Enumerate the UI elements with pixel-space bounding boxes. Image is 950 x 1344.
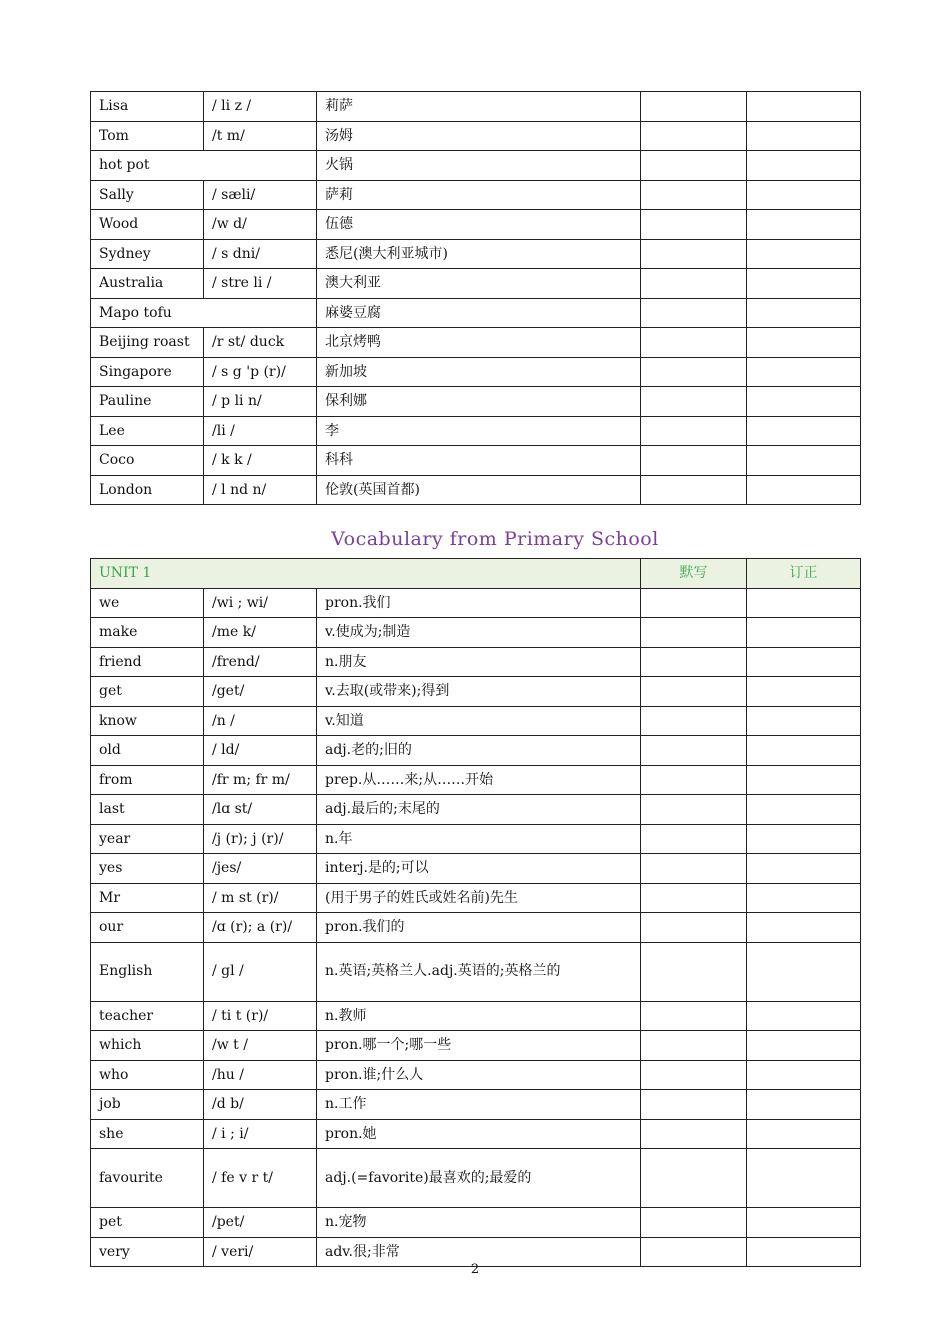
dictation-column-header: 默写 <box>641 559 747 589</box>
correction-cell <box>747 180 861 210</box>
dictation-cell <box>641 239 747 269</box>
correction-cell <box>747 210 861 240</box>
table-row <box>91 475 861 505</box>
phonetic-cell: /get/ <box>204 677 317 707</box>
meaning-cell: n.工作 <box>317 1090 641 1120</box>
meaning-cell: pron.谁;什么人 <box>317 1060 641 1090</box>
correction-cell <box>747 677 861 707</box>
dictation-cell <box>641 446 747 476</box>
dictation-cell <box>641 824 747 854</box>
table-row <box>91 1060 861 1090</box>
dictation-cell <box>641 269 747 299</box>
dictation-cell <box>641 1090 747 1120</box>
correction-column-header: 订正 <box>747 559 861 589</box>
word-cell: we <box>91 588 204 618</box>
meaning-cell: 北京烤鸭 <box>317 328 641 358</box>
phonetic-cell: /n / <box>204 706 317 736</box>
meaning-cell: 新加坡 <box>317 357 641 387</box>
phonetic-cell: /frend/ <box>204 647 317 677</box>
phonetic-cell: / l nd n/ <box>204 475 317 505</box>
meaning-cell: 保利娜 <box>317 387 641 417</box>
table-row <box>91 795 861 825</box>
phonetic-cell: / gl / <box>204 942 317 1001</box>
phonetic-cell: /w t / <box>204 1031 317 1061</box>
phonetic-cell: / p li n/ <box>204 387 317 417</box>
vocab-table-body <box>91 588 861 1267</box>
word-cell: who <box>91 1060 204 1090</box>
top-word-table <box>90 91 861 505</box>
dictation-cell <box>641 736 747 766</box>
correction-cell <box>747 765 861 795</box>
phonetic-cell: /me k/ <box>204 618 317 648</box>
phonetic-cell: / m st (r)/ <box>204 883 317 913</box>
phonetic-cell: /r st/ duck <box>204 328 317 358</box>
correction-cell <box>747 328 861 358</box>
table-row <box>91 736 861 766</box>
table-row <box>91 765 861 795</box>
word-cell: Australia <box>91 269 204 299</box>
meaning-cell: 伍德 <box>317 210 641 240</box>
meaning-cell: 悉尼(澳大利亚城市) <box>317 239 641 269</box>
word-cell: she <box>91 1119 204 1149</box>
dictation-cell <box>641 588 747 618</box>
word-cell: Mr <box>91 883 204 913</box>
correction-cell <box>747 618 861 648</box>
table-row <box>91 210 861 240</box>
dictation-cell <box>641 1208 747 1238</box>
word-cell: hot pot <box>91 151 317 181</box>
meaning-cell: interj.是的;可以 <box>317 854 641 884</box>
correction-cell <box>747 795 861 825</box>
correction-cell <box>747 1060 861 1090</box>
table-row <box>91 92 861 122</box>
word-cell: Tom <box>91 121 204 151</box>
correction-cell <box>747 446 861 476</box>
phonetic-cell: / sæli/ <box>204 180 317 210</box>
correction-cell <box>747 736 861 766</box>
word-cell: English <box>91 942 204 1001</box>
word-cell: Singapore <box>91 357 204 387</box>
meaning-cell: pron.她 <box>317 1119 641 1149</box>
dictation-cell <box>641 706 747 736</box>
phonetic-cell: /ɑ (r); a (r)/ <box>204 913 317 943</box>
phonetic-cell: /jes/ <box>204 854 317 884</box>
table-row <box>91 446 861 476</box>
table-row <box>91 1001 861 1031</box>
word-cell: Sydney <box>91 239 204 269</box>
table-row <box>91 824 861 854</box>
meaning-cell: adj.老的;旧的 <box>317 736 641 766</box>
dictation-cell <box>641 1001 747 1031</box>
phonetic-cell: /d b/ <box>204 1090 317 1120</box>
word-cell: last <box>91 795 204 825</box>
correction-cell <box>747 854 861 884</box>
vocab-table <box>90 558 861 1267</box>
table-row <box>91 618 861 648</box>
word-cell: Wood <box>91 210 204 240</box>
meaning-cell: v.去取(或带来);得到 <box>317 677 641 707</box>
correction-cell <box>747 1208 861 1238</box>
table-row <box>91 942 861 1001</box>
word-cell: favourite <box>91 1149 204 1208</box>
phonetic-cell: / k k / <box>204 446 317 476</box>
meaning-cell: pron.哪一个;哪一些 <box>317 1031 641 1061</box>
top-word-table-body <box>91 92 861 505</box>
dictation-cell <box>641 92 747 122</box>
correction-cell <box>747 239 861 269</box>
table-row <box>91 647 861 677</box>
phonetic-cell: /j (r); j (r)/ <box>204 824 317 854</box>
correction-cell <box>747 588 861 618</box>
meaning-cell: adv.很;非常 <box>317 1237 641 1267</box>
meaning-cell: 萨莉 <box>317 180 641 210</box>
word-cell: know <box>91 706 204 736</box>
table-row <box>91 1149 861 1208</box>
word-cell: get <box>91 677 204 707</box>
phonetic-cell: / ti t (r)/ <box>204 1001 317 1031</box>
phonetic-cell: / s g 'p (r)/ <box>204 357 317 387</box>
word-cell: which <box>91 1031 204 1061</box>
meaning-cell: prep.从……来;从……开始 <box>317 765 641 795</box>
table-row <box>91 180 861 210</box>
word-cell: Pauline <box>91 387 204 417</box>
meaning-cell: n.年 <box>317 824 641 854</box>
correction-cell <box>747 416 861 446</box>
correction-cell <box>747 151 861 181</box>
table-row <box>91 854 861 884</box>
dictation-cell <box>641 765 747 795</box>
meaning-cell: adj.最后的;末尾的 <box>317 795 641 825</box>
phonetic-cell: /hu / <box>204 1060 317 1090</box>
correction-cell <box>747 92 861 122</box>
word-cell: job <box>91 1090 204 1120</box>
correction-cell <box>747 706 861 736</box>
dictation-cell <box>641 387 747 417</box>
meaning-cell: pron.我们 <box>317 588 641 618</box>
correction-cell <box>747 647 861 677</box>
table-row <box>91 677 861 707</box>
word-cell: very <box>91 1237 204 1267</box>
correction-cell <box>747 883 861 913</box>
dictation-cell <box>641 151 747 181</box>
table-row <box>91 357 861 387</box>
word-cell: London <box>91 475 204 505</box>
meaning-cell: v.知道 <box>317 706 641 736</box>
phonetic-cell: /t m/ <box>204 121 317 151</box>
meaning-cell: adj.(=favorite)最喜欢的;最爱的 <box>317 1149 641 1208</box>
meaning-cell: 莉萨 <box>317 92 641 122</box>
phonetic-cell: /fr m; fr m/ <box>204 765 317 795</box>
table-row <box>91 1119 861 1149</box>
word-cell: Lisa <box>91 92 204 122</box>
table-row <box>91 1090 861 1120</box>
dictation-cell <box>641 475 747 505</box>
meaning-cell: 科科 <box>317 446 641 476</box>
table-row <box>91 706 861 736</box>
page-number: 2 <box>470 1262 480 1277</box>
phonetic-cell: / s dni/ <box>204 239 317 269</box>
word-cell: year <box>91 824 204 854</box>
dictation-cell <box>641 883 747 913</box>
dictation-cell <box>641 854 747 884</box>
table-row <box>91 1031 861 1061</box>
word-cell: yes <box>91 854 204 884</box>
dictation-cell <box>641 357 747 387</box>
dictation-cell <box>641 677 747 707</box>
meaning-cell: pron.我们的 <box>317 913 641 943</box>
dictation-cell <box>641 210 747 240</box>
phonetic-cell: /wi ; wi/ <box>204 588 317 618</box>
meaning-cell: n.教师 <box>317 1001 641 1031</box>
correction-cell <box>747 1119 861 1149</box>
word-cell: friend <box>91 647 204 677</box>
meaning-cell: v.使成为;制造 <box>317 618 641 648</box>
meaning-cell: 李 <box>317 416 641 446</box>
correction-cell <box>747 824 861 854</box>
word-cell: Sally <box>91 180 204 210</box>
table-row <box>91 239 861 269</box>
word-cell: Lee <box>91 416 204 446</box>
table-row <box>91 588 861 618</box>
table-row <box>91 298 861 328</box>
correction-cell <box>747 913 861 943</box>
word-cell: make <box>91 618 204 648</box>
word-cell: Mapo tofu <box>91 298 317 328</box>
word-cell: from <box>91 765 204 795</box>
correction-cell <box>747 942 861 1001</box>
phonetic-cell: /lɑ st/ <box>204 795 317 825</box>
table-row <box>91 151 861 181</box>
dictation-cell <box>641 328 747 358</box>
correction-cell <box>747 298 861 328</box>
meaning-cell: (用于男子的姓氏或姓名前)先生 <box>317 883 641 913</box>
table-row <box>91 121 861 151</box>
table-row <box>91 913 861 943</box>
table-row <box>91 387 861 417</box>
unit-header-row <box>91 559 861 589</box>
table-row <box>91 328 861 358</box>
phonetic-cell: / i ; i/ <box>204 1119 317 1149</box>
dictation-cell <box>641 298 747 328</box>
phonetic-cell: / ld/ <box>204 736 317 766</box>
dictation-cell <box>641 795 747 825</box>
word-cell: teacher <box>91 1001 204 1031</box>
word-cell: Coco <box>91 446 204 476</box>
phonetic-cell: / veri/ <box>204 1237 317 1267</box>
correction-cell <box>747 387 861 417</box>
correction-cell <box>747 121 861 151</box>
dictation-cell <box>641 121 747 151</box>
dictation-cell <box>641 1149 747 1208</box>
meaning-cell: n.英语;英格兰人.adj.英语的;英格兰的 <box>317 942 641 1001</box>
correction-cell <box>747 1090 861 1120</box>
table-row <box>91 1208 861 1238</box>
phonetic-cell: / li z / <box>204 92 317 122</box>
meaning-cell: 汤姆 <box>317 121 641 151</box>
dictation-cell <box>641 1119 747 1149</box>
dictation-cell <box>641 942 747 1001</box>
word-cell: old <box>91 736 204 766</box>
dictation-cell <box>641 913 747 943</box>
phonetic-cell: /li / <box>204 416 317 446</box>
correction-cell <box>747 1001 861 1031</box>
word-cell: our <box>91 913 204 943</box>
word-cell: Beijing roast <box>91 328 204 358</box>
dictation-cell <box>641 180 747 210</box>
meaning-cell: 伦敦(英国首都) <box>317 475 641 505</box>
table-row <box>91 416 861 446</box>
meaning-cell: 火锅 <box>317 151 641 181</box>
meaning-cell: n.宠物 <box>317 1208 641 1238</box>
phonetic-cell: / stre li / <box>204 269 317 299</box>
table-row <box>91 269 861 299</box>
meaning-cell: 麻婆豆腐 <box>317 298 641 328</box>
correction-cell <box>747 475 861 505</box>
unit-label: UNIT 1 <box>91 559 641 589</box>
section-title: Vocabulary from Primary School <box>331 528 659 550</box>
correction-cell <box>747 1149 861 1208</box>
meaning-cell: 澳大利亚 <box>317 269 641 299</box>
word-cell: pet <box>91 1208 204 1238</box>
phonetic-cell: /pet/ <box>204 1208 317 1238</box>
dictation-cell <box>641 647 747 677</box>
table-row <box>91 883 861 913</box>
dictation-cell <box>641 416 747 446</box>
dictation-cell <box>641 1060 747 1090</box>
dictation-cell <box>641 618 747 648</box>
dictation-cell <box>641 1031 747 1061</box>
correction-cell <box>747 269 861 299</box>
phonetic-cell: /w d/ <box>204 210 317 240</box>
phonetic-cell: / fe v r t/ <box>204 1149 317 1208</box>
correction-cell <box>747 357 861 387</box>
meaning-cell: n.朋友 <box>317 647 641 677</box>
correction-cell <box>747 1031 861 1061</box>
